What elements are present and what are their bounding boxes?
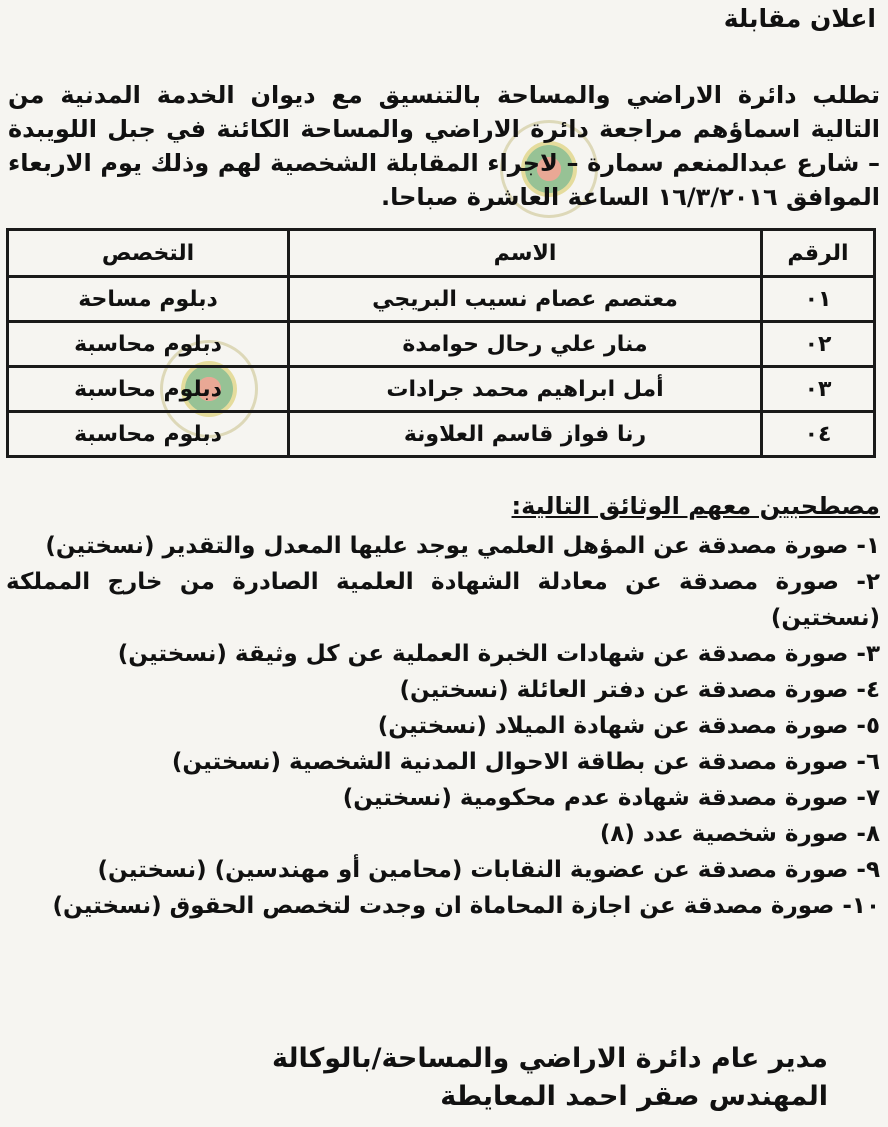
row-name: أمل ابراهيم محمد جرادات bbox=[289, 367, 762, 412]
list-item: ٧- صورة مصدقة شهادة عدم محكومية (نسختين) bbox=[342, 785, 880, 811]
candidates-table bbox=[6, 228, 876, 458]
row-number: ٠٢ bbox=[762, 322, 875, 367]
row-specialty: دبلوم محاسبة bbox=[8, 367, 289, 412]
row-number: ٠٤ bbox=[762, 412, 875, 457]
row-specialty: دبلوم مساحة bbox=[8, 277, 289, 322]
list-item: ١- صورة مصدقة عن المؤهل العلمي يوجد عليها المعدل والتقدير (نسختين) bbox=[45, 533, 880, 559]
documents-heading: مصطحبين معهم الوثائق التالية: bbox=[511, 492, 880, 520]
intro-paragraph: تطلب دائرة الاراضي والمساحة بالتنسيق مع ديوان الخدمة المدنية من التالية اسماؤهم مراجعة دائرة الاراضي والمساحة الكائنة في جبل اللويبدة – شارع عبدالمنعم سمارة – لاجراء المقابلة الشخصية لهم وذلك يوم الاربعاء الموافق ١٦/٣/٢٠١٦ الساعة العاشرة صباحا. bbox=[8, 81, 880, 211]
list-item: ٢- صورة مصدقة عن معادلة الشهادة العلمية الصادرة من خارج المملكة (نسختين) bbox=[6, 569, 880, 631]
row-name: منار علي رحال حوامدة bbox=[289, 322, 762, 367]
announcement-title: اعلان مقابلة bbox=[723, 4, 876, 33]
documents-list bbox=[6, 528, 880, 924]
table-row bbox=[8, 322, 875, 367]
table-row bbox=[8, 367, 875, 412]
header-specialty: التخصص bbox=[8, 230, 289, 277]
list-item: ٤- صورة مصدقة عن دفتر العائلة (نسختين) bbox=[399, 677, 880, 703]
signature-title: مدير عام دائرة الاراضي والمساحة/بالوكالة bbox=[271, 1043, 828, 1074]
list-item: ١٠- صورة مصدقة عن اجازة المحاماة ان وجدت لتخصص الحقوق (نسختين) bbox=[52, 893, 880, 919]
list-item: ٥- صورة مصدقة عن شهادة الميلاد (نسختين) bbox=[377, 713, 880, 739]
row-name: معتصم عصام نسيب البريجي bbox=[289, 277, 762, 322]
table-header-row bbox=[8, 230, 875, 277]
signature-block bbox=[272, 1040, 828, 1116]
header-name: الاسم bbox=[289, 230, 762, 277]
list-item: ٦- صورة مصدقة عن بطاقة الاحوال المدنية الشخصية (نسختين) bbox=[171, 749, 880, 775]
row-number: ٠٣ bbox=[762, 367, 875, 412]
row-number: ٠١ bbox=[762, 277, 875, 322]
list-item: ٩- صورة مصدقة عن عضوية النقابات (محامين أو مهندسين) (نسختين) bbox=[97, 857, 880, 883]
row-specialty: دبلوم محاسبة bbox=[8, 412, 289, 457]
signature-name: المهندس صقر احمد المعايطة bbox=[440, 1081, 828, 1112]
list-item: ٨- صورة شخصية عدد (٨) bbox=[599, 821, 880, 847]
row-name: رنا فواز قاسم العلاونة bbox=[289, 412, 762, 457]
table-row bbox=[8, 412, 875, 457]
table-row bbox=[8, 277, 875, 322]
list-item: ٣- صورة مصدقة عن شهادات الخبرة العملية عن كل وثيقة (نسختين) bbox=[117, 641, 880, 667]
header-number: الرقم bbox=[762, 230, 875, 277]
row-specialty: دبلوم محاسبة bbox=[8, 322, 289, 367]
